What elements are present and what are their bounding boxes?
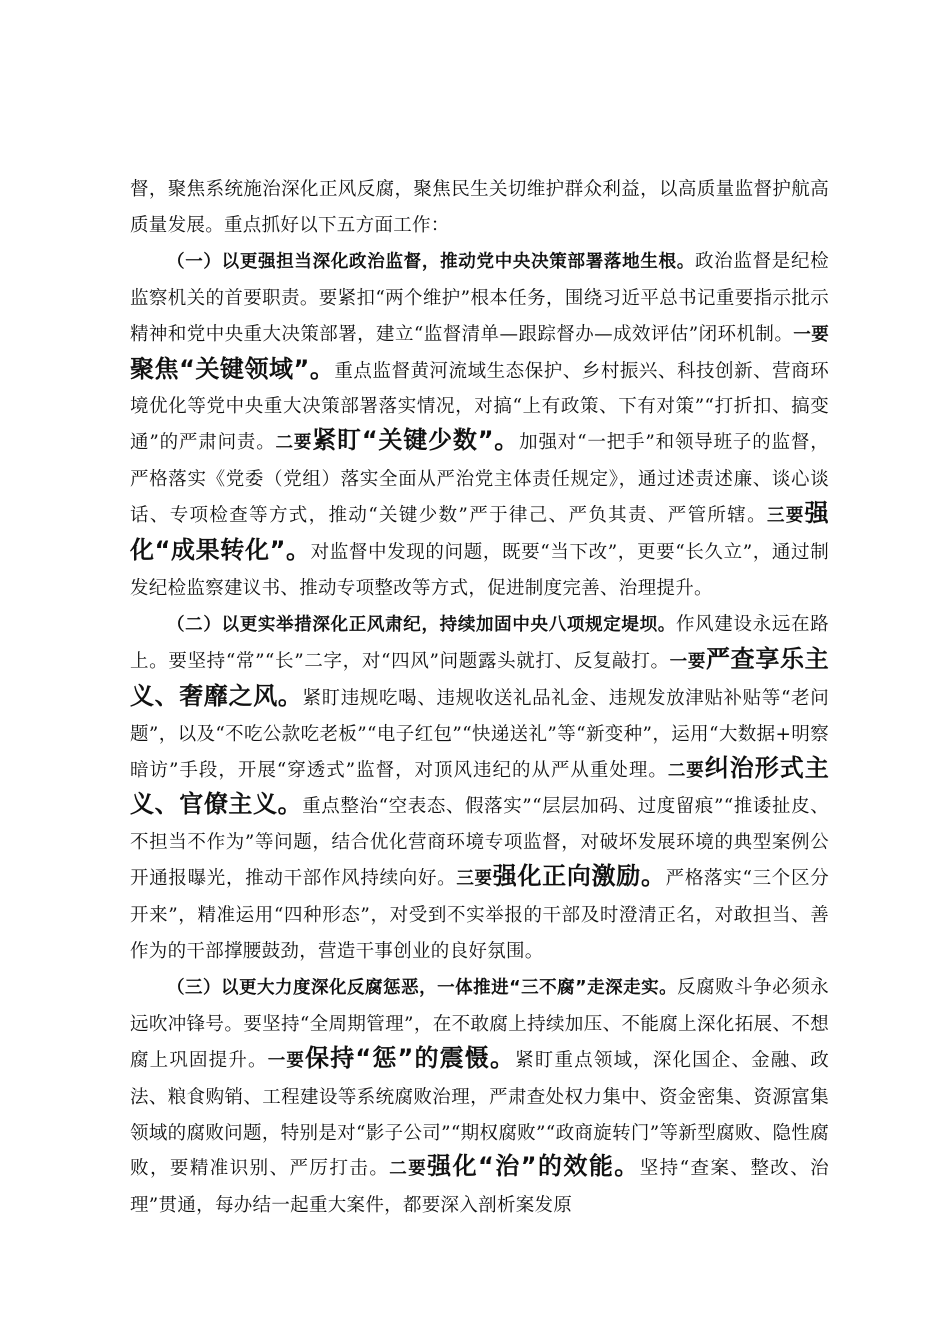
section-2-point-2-text: 重点整治“空表态、假落实”“层层加码、过度留痕”“推诿扯皮、不担当不作为”等问题，结合优化营商环境专项监督，对破坏发展环境的典型案例公开通报曝光，推动干部作风持续向好。	[130, 796, 829, 890]
section-1-text: 政治监督是纪检监察机关的首要职责。要紧扣“两个维护”根本任务，围绕习近平总书记重要指示批示精神和党中央重大决策部署，建立“监督清单—跟踪督办—成效评估”闭环机制。	[130, 250, 829, 345]
section-3-heading: （三）以更大力度深化反腐惩恶，一体推进“三不腐”走深走实。	[167, 977, 678, 998]
section-1-point-3-text: 对监督中发现的问题，既要“当下改”，更要“长久立”，通过制发纪检监察建议书、推动专项整改等方式，促进制度完善、治理提升。	[130, 542, 829, 599]
section-1-point-2-ordinal: 二要	[275, 433, 313, 454]
section-2-point-1-ordinal: 一要	[669, 651, 706, 672]
section-2-point-3-text: 严格落实“三个区分开来”，精准运用“四种形态”，对受到不实举报的干部及时澄清正名，对敢担当、善作为的干部撑腰鼓劲，营造干事创业的良好氛围。	[130, 868, 829, 963]
section-1-point-1-text: 重点监督黄河流域生态保护、乡村振兴、科技创新、营商环境优化等党中央重大决策部署落实情况，对搞“上有政策、下有对策”“打折扣、搞变通”的严肃问责。	[130, 360, 829, 454]
section-3-text: 反腐败斗争必须永远吹冲锋号。要坚持“全周期管理”，在不敢腐上持续加压、不能腐上深化拓展、不想腐上巩固提升。	[130, 976, 829, 1071]
section-1-point-1-ordinal: 一要	[793, 324, 829, 345]
section-1-point-2-text: 加强对“一把手”和领导班子的监督，严格落实《党委（党组）落实全面从严治党主体责任规定》，通过述责述廉、谈心谈话、专项检查等方式，推动“关键少数”严于律己、严负其责、严管所辖。	[130, 432, 830, 527]
section-2-text: 作风建设永远在路上。要坚持“常”“长”二字，对“四风”问题露头就打、反复敲打。	[130, 613, 829, 672]
section-2-paragraph	[130, 607, 829, 970]
section-3-point-2-text: 坚持“查案、整改、治理”贯通，每办结一起重大案件，都要深入剖析案发原	[130, 1158, 829, 1217]
section-1-point-3-heading: 强化“成果转化”。	[130, 499, 829, 565]
section-2-heading: （二）以更实举措深化正风肃纪，持续加固中央八项规定堤坝。	[167, 614, 676, 635]
section-3-point-1-text: 紧盯重点领域，深化国企、金融、政法、粮食购销、工程建设等系统腐败治理，严肃查处权力集中、资金密集、资源富集领域的腐败问题，特别是对“影子公司”“期权腐败”“政商旋转门”等新型腐败、隐性腐败，要精准识别、严厉打击。	[130, 1049, 829, 1180]
section-3-point-2-ordinal: 二要	[389, 1159, 428, 1180]
section-1-point-1-heading: 聚焦“关键领域”。	[130, 354, 335, 383]
section-2-point-1-heading: 严查享乐主义、奢靡之风。	[130, 644, 829, 710]
section-1-heading: （一）以更强担当深化政治监督，推动党中央决策部署落地生根。	[167, 251, 695, 272]
intro-paragraph	[130, 172, 829, 244]
section-2-point-2-heading: 纠治形式主义、官僚主义。	[130, 753, 830, 819]
section-3-point-2-heading: 强化“治”的效能。	[427, 1152, 640, 1181]
section-2-point-3-ordinal: 三要	[456, 869, 493, 890]
section-3-point-1-heading: 保持“惩”的震慑。	[305, 1043, 516, 1072]
section-3-paragraph	[130, 970, 829, 1224]
section-2-point-3-heading: 强化正向激励。	[492, 862, 666, 891]
section-3-point-1-ordinal: 一要	[267, 1050, 306, 1071]
section-1-point-2-heading: 紧盯“关键少数”。	[312, 426, 520, 455]
section-2-point-1-text: 紧盯违规吃喝、违规收送礼品礼金、违规发放津贴补贴等“老问题”，以及“不吃公款吃老板”“电子红包”“快递送礼”等“新变种”，运用“大数据+明察暗访”手段，开展“穿透式”监督，对顶风违纪的从严从重处理。	[130, 687, 829, 781]
section-1-paragraph	[130, 244, 829, 607]
intro-text: 督，聚焦系统施治深化正风反腐，聚焦民生关切维护群众利益，以高质量监督护航高质量发展。重点抓好以下五方面工作：	[130, 179, 829, 236]
section-2-point-2-ordinal: 二要	[667, 760, 705, 781]
section-1-point-3-ordinal: 三要	[766, 506, 805, 527]
